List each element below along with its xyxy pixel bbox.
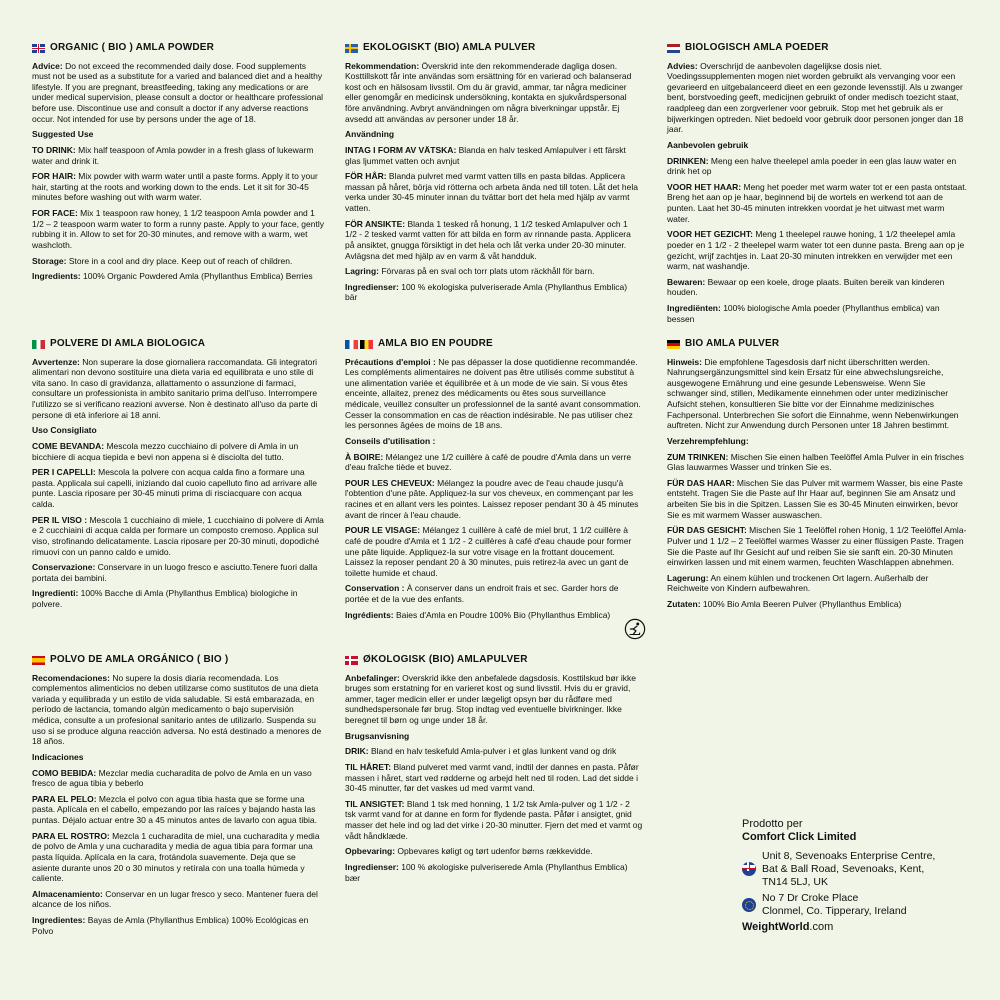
face-label: FÜR DAS GESICHT:: [667, 525, 747, 536]
advice-label: Advies:: [667, 60, 698, 71]
advice-text: Do not exceed the recommended daily dose. Food supplements must not be used as a substitute for a varied and balanced diet and a healthy lifestyle. If you are pregnant, breastfeeding, taking any medications or are under medical supervision, please consult a doctor or healthcare professional before use. Discontinue use and consult a doctor if any adverse reactions occur. Not intended for use by persons under the age of 18.: [32, 60, 324, 124]
face-text: Mix 1 teaspoon raw honey, 1 1/2 teaspoon Amla powder and 1 1/2 – 2 teaspoon warm water to form a runny paste. Apply to your face, gently rubbing it in. Allow to set for 20-30 minutes, and remove with a warm, wet washcloth.: [32, 208, 324, 250]
advice-label: Précautions d'emploi :: [345, 356, 436, 367]
advice-text: Överskrid inte den rekommenderade dagliga dosen. Kosttillskott får inte användas som ersättning för en varierad och balanserad kost och en hälsosam livsstil. Om du är gravid, ammar, tar några mediciner eller genomgår en medicinsk undersökning, kontakta en sjukvårdspersonal före användning. Avbryt användningen om några biverkningar uppstår. Ej avsedd att användas av personer under 18 år.: [345, 60, 632, 124]
storage: [32, 889, 324, 910]
face: [345, 219, 640, 262]
storage: [32, 562, 324, 583]
storage-label: Conservation :: [345, 583, 405, 594]
storage-text: Conservare in un luogo fresco e asciutto.Tenere fuori dalla portata dei bambini.: [32, 562, 318, 583]
section-title-da: [345, 654, 643, 667]
face: [667, 525, 967, 568]
hair-text: Mezcla el polvo con agua tibia hasta que se forme una pasta. Aplícala en el cabello, empezando por las raíces y bajando hasta las puntas. Déjalo actuar entre 30 a 45 minutos antes de lavarlo con agua tibia.: [32, 793, 317, 825]
title-text: ORGANIC ( BIO ) AMLA POWDER: [50, 42, 215, 53]
use-heading: Verzehrempfehlung:: [667, 435, 749, 446]
address-line: Bat & Ball Road, Sevenoaks, Kent,: [762, 862, 925, 875]
face-text: Mezcla 1 cucharadita de miel, una cucharadita y media de polvo de Amla y una cucharadita y media de agua tibia para formar una pasta líquida. Aplícala en la cara, frotándola suavemente. Deja que se asiente durante unos 20 o 30 minutos y retírala con una toalla húmeda y caliente.: [32, 830, 320, 884]
advice-text: Overskrid ikke den anbefalede dagsdosis. Kosttilskud bør ikke bruges som erstatning for en varieret kost og sund livsstil. Hvis du er gravid, ammer, tager medicin eller er under lægeligt opsyn bør du rådføre med sundhedspersonale før brug. Stop indtag ved eventuelle bivirkninger. Ikke beregnet til børn og unge under 18 år.: [345, 672, 637, 725]
use-heading: Uso Consigliato: [32, 425, 97, 436]
face-label: VOOR HET GEZICHT:: [667, 229, 753, 240]
advice: [667, 61, 967, 135]
use-heading: Suggested Use: [32, 129, 94, 140]
advice: [345, 357, 643, 431]
ingredients-text: 100% Organic Powdered Amla (Phyllanthus Emblica) Berries: [80, 271, 313, 282]
face-label: TIL ANSIGTET:: [345, 798, 405, 809]
section-title-es: [32, 654, 324, 667]
drink-label: À BOIRE:: [345, 451, 384, 462]
face: [32, 515, 324, 558]
section-title-nl: [667, 42, 967, 55]
section-it: [32, 338, 324, 615]
storage-text: Bewaar op een koele, droge plaats. Buiten bereik van kinderen houden.: [667, 276, 945, 298]
storage-label: Lagring:: [345, 266, 379, 277]
title-text: ØKOLOGISK (BIO) AMLAPULVER: [363, 654, 528, 665]
storage-text: Förvaras på en sval och torr plats utom räckhåll för barn.: [379, 266, 595, 277]
storage-text: À conserver dans un endroit frais et sec. Garder hors de portée et de la vue des enfants.: [345, 583, 619, 604]
storage: [667, 277, 967, 298]
eu-flag-icon: [742, 898, 756, 912]
advice: [345, 673, 643, 726]
address-line: TN14 5LJ, UK: [762, 875, 828, 888]
section-nl: [667, 42, 967, 329]
drink: [667, 452, 967, 473]
drink-label: COME BEVANDA:: [32, 440, 105, 451]
ingredients-label: Ingredienti:: [32, 588, 79, 599]
ingredients-text: 100% Bacche di Amla (Phyllanthus Emblica) biologiche in polvere.: [32, 588, 298, 609]
advice: [667, 357, 967, 431]
eu-address: [742, 892, 935, 917]
face-text: Meng 1 theelepel rauwe honing, 1 1/2 theelepel amla poeder en 1 1/2 - 2 theelepel warm water tot een dunne pasta. Breng aan op je gezicht, wrijf zachtjes in. Laat 20-30 minuten intrekken en verwijder met een warm, nat washandje.: [667, 229, 965, 272]
hair-label: FÜR DAS HAAR:: [667, 477, 735, 488]
hair-text: Mélangez la poudre avec de l'eau chaude jusqu'à l'obtention d'une pâte. Appliquez-la sur vos cheveux, en commençant par les racines et en allant vers les pointes. Laissez reposer pendant 30 à 45 minutes avant de rincer à l'eau chaude.: [345, 477, 639, 520]
website-domain: .com: [809, 921, 834, 934]
advice-label: Avvertenze:: [32, 356, 80, 367]
section-da: [345, 654, 643, 888]
face-label: FOR FACE:: [32, 208, 78, 218]
storage-label: Conservazione:: [32, 562, 96, 573]
address-line: Unit 8, Sevenoaks Enterprise Centre,: [762, 850, 936, 863]
uk-flag-icon: [32, 44, 45, 53]
advice-text: No supere la dosis diaria recomendada. Los complementos alimenticios no deben utilizarse como sustitutos de una dieta variada y equilibrada y un estilo de vida saludable. Si está embarazada, en período de lactancia, tomando algún medicamento o bajo supervisión médica, consulte a un profesional sanitario antes de utilizarlo. Suspenda su uso si se produce alguna reacción adversa. No está destinado a menores de 18 años.: [32, 672, 322, 747]
storage-text: Conservar en un lugar fresco y seco. Mantener fuera del alcance de los niños.: [32, 888, 318, 910]
title-text: POLVERE DI AMLA BIOLOGICA: [50, 338, 206, 349]
face-label: PER IL VISO :: [32, 514, 88, 525]
ingredients: [345, 610, 643, 621]
website-brand: WeightWorld: [742, 921, 810, 934]
section-en: [32, 42, 324, 287]
drink: [32, 768, 324, 789]
italy-flag-icon: [32, 340, 45, 349]
netherlands-flag-icon: [667, 44, 680, 53]
hair-text: Meng het poeder met warm water tot er een pasta ontstaat. Breng het aan op je haar, beginnend bij de wortels en werkend tot aan de punten. Laat het 30-45 minuten intrekken voordat je het uitwast met warm water.: [667, 181, 967, 224]
address-line: Clonmel, Co. Tipperary, Ireland: [762, 904, 907, 917]
hair: [32, 467, 324, 510]
use-heading: Conseils d'utilisation :: [345, 435, 436, 446]
hair-label: FÖR HÅR:: [345, 171, 387, 182]
storage-label: Bewaren:: [667, 276, 706, 287]
section-de: [667, 338, 967, 615]
hair-text: Mischen Sie das Pulver mit warmem Wasser, bis eine Paste entsteht. Tragen Sie die Paste auf Ihr Haar auf, beginnen Sie am Ansatz und arbeiten Sie bis in die Spitzen. Lassen Sie es 30-45 Minuten einwirken, bevor Sie es mit warmem Wasser auswaschen.: [667, 477, 963, 520]
ingredients-text: 100% Bio Amla Beeren Pulver (Phyllanthus Emblica): [700, 599, 902, 609]
ingredients-label: Ingredients:: [32, 271, 81, 282]
drink-text: Mélangez une 1/2 cuillère à café de poudre d'Amla dans un verre d'eau fraîche tiède et buvez.: [345, 451, 632, 473]
storage-text: Store in a cool and dry place. Keep out of reach of children.: [66, 255, 293, 266]
use-heading: Brugsanvisning: [345, 730, 410, 741]
title-text: AMLA BIO EN POUDRE: [378, 338, 493, 349]
title-text: BIOLOGISCH AMLA POEDER: [685, 42, 829, 53]
ingredients: [32, 271, 324, 282]
advice-text: Die empfohlene Tagesdosis darf nicht überschritten werden. Nahrungsergänzungsmittel sind kein Ersatz für eine abwechslungsreiche, ausgewogene Ernährung und eine gesunde Lebensweise. Wenn Sie schwanger sind, stillen, Medikamente einnehmen oder unter medizinischer Aufsicht stehen, konsultieren Sie bitte vor der Einnahme medizinisches Fachpersonal. Unterbrechen Sie sofort die Einnahme, wenn Nebenwirkungen auftreten. Nicht zur Anwendung durch Personen unter 18 Jahren bestimmt.: [667, 356, 959, 431]
drink-text: Bland en halv teskefuld Amla-pulver i et glas lunkent vand og drik: [368, 746, 617, 757]
storage: [345, 583, 643, 604]
storage-label: Almacenamiento:: [32, 888, 103, 899]
hair-label: PARA EL PELO:: [32, 793, 97, 804]
hair: [32, 171, 324, 203]
face-label: FÖR ANSIKTE:: [345, 218, 406, 229]
drink-label: DRIK:: [345, 746, 369, 757]
drink-text: Mix half teaspoon of Amla powder in a fresh glass of lukewarm water and drink it.: [32, 144, 314, 166]
ingredients-label: Ingrédients:: [345, 609, 394, 620]
belgium-flag-icon: [360, 340, 373, 349]
uk-flag-icon: [742, 862, 756, 876]
use-heading: Användning: [345, 129, 395, 140]
ingredients-text: 100 % økologiske pulveriserede Amla (Phyllanthus Emblica) bær: [345, 861, 628, 883]
face: [667, 229, 967, 272]
advice-text: Ne pas dépasser la dose quotidienne recommandée. Les compléments alimentaires ne doivent pas être utilisés comme substitut à une alimentation variée et équilibrée et à un mode de vie sain. Si vous êtes enceinte, allaitez, prenez des médicaments ou êtes sous surveillance médicale, veuillez consulter un professionnel de la santé avant consommation. Cesser la consommation en cas de réaction indésirable. Ne pas utiliser chez les personnes âgées de moins de 18 ans.: [345, 356, 641, 431]
face-text: Mescola 1 cucchiaino di miele, 1 cucchiaino di polvere di Amla e 2 cucchiaini di acqua calda per formare un composto cremoso. Applica sul viso, strofinando delicatamente. Lascia riposare per 20-30 minuti, dopodiché rimuovi con un panno caldo e umido.: [32, 514, 324, 557]
storage-text: Opbevares køligt og tørt udenfor børns rækkevidde.: [395, 846, 593, 857]
ingredients-label: Ingredientes:: [32, 915, 86, 925]
face-text: Bland 1 tsk med honning, 1 1/2 tsk Amla-pulver og 1 1/2 - 2 tsk varmt vand for at danne en form for flydende pasta. Påfør i ansigtet, gnid masser det hele ind og lad det virke i 20-30 minutter. Fjern det med et varmt og vådt håndklæde.: [345, 798, 643, 841]
advice-label: Advice:: [32, 60, 63, 71]
advice-text: Non superare la dose giornaliera raccomandata. Gli integratori alimentari non devono sostituire una dieta varia ed equilibrata e uno stile di vita sano. In caso di gravidanza, allattamento o assunzione di farmaci, consultare un professionista in ambito sanitario prima dell'uso. Interrompere l'utilizzo se si verificano reazioni avverse. Non è destinato all'uso da parte di persone di età inferiore ai 18 anni.: [32, 356, 318, 420]
face-label: POUR LE VISAGE:: [345, 525, 421, 536]
advice: [345, 61, 640, 125]
germany-flag-icon: [667, 340, 680, 349]
drink-text: Meng een halve theelepel amla poeder in een glas lauw water en drink het op: [667, 155, 957, 177]
drink-text: Mezclar media cucharadita de polvo de Amla en un vaso fresco de agua tibia y beberlo: [32, 767, 312, 789]
face: [32, 208, 324, 251]
hair-label: VOOR HET HAAR:: [667, 181, 742, 192]
advice-label: Anbefalinger:: [345, 672, 400, 683]
hair: [32, 794, 324, 826]
hair-label: POUR LES CHEVEUX:: [345, 477, 435, 488]
drink-text: Mescola mezzo cucchiaino di polvere di Amla in un bicchiere di acqua tiepida e bevi non appena si è disciolta del tutto.: [32, 440, 299, 462]
recycle-icon: [624, 618, 646, 640]
denmark-flag-icon: [345, 656, 358, 665]
ingredients: [345, 862, 643, 883]
drink-label: DRINKEN:: [667, 155, 709, 166]
drink-label: TO DRINK:: [32, 144, 76, 155]
hair: [345, 171, 640, 214]
ingredients-label: Ingrediënten:: [667, 303, 721, 313]
storage-text: An einem kühlen und trockenen Ort lagern. Außerhalb der Reichweite von Kindern aufbewahren.: [667, 572, 929, 594]
face-text: Mélangez 1 cuillère à café de miel brut, 1 1/2 cuillère à café de poudre d'Amla et 1 1/2 - 2 cuillères à café d'eau chaude pour former une pâte liquide. Appliquez-la sur votre visage en la frottant doucement. Laissez la reposer pendant 20 à 30 minutes, puis retirez-la avec un gant de toilette humide et chaud.: [345, 525, 632, 578]
advice: [32, 673, 324, 747]
drink-label: ZUM TRINKEN:: [667, 451, 729, 462]
face-text: Blanda 1 tesked rå honung, 1 1/2 tesked Amlapulver och 1 1/2 - 2 tesked varmt vatten för att bilda en form av rinnande pasta. Applicera på ansiktet, gnugga försiktigt in det hela och låt verka under 20-30 minuter. Avlägsna det med hjälp av en varm & våt handduk.: [345, 218, 631, 261]
section-title-it: [32, 338, 324, 351]
drink: [32, 441, 324, 462]
storage: [345, 266, 640, 277]
title-text: EKOLOGISKT (BIO) AMLA PULVER: [363, 42, 536, 53]
hair-label: FOR HAIR:: [32, 171, 76, 182]
spain-flag-icon: [32, 656, 45, 665]
drink: [345, 452, 643, 473]
title-text: BIO AMLA PULVER: [685, 338, 780, 349]
hair: [667, 182, 967, 225]
storage-label: Opbevaring:: [345, 846, 396, 857]
hair-text: Mix powder with warm water until a paste forms. Apply it to your hair, starting at the roots and working down to the ends. Let it sit for 30-45 minutes before washing out with warm water.: [32, 171, 318, 203]
section-title-fr: [345, 338, 643, 351]
title-text: POLVO DE AMLA ORGÁNICO ( BIO ): [50, 654, 229, 665]
ingredients-text: 100 % ekologiska pulveriserade Amla (Phyllanthus Emblica) bär: [345, 281, 628, 303]
hair-text: Bland pulveret med varmt vand, indtil der dannes en pasta. Påfør massen i håret, start ved rødderne og arbejd helt ned til roden. Lad det sidde i 30-45 minutter, før det vaskes ud med varmt vand.: [345, 761, 639, 794]
france-flag-icon: [345, 340, 358, 349]
face: [32, 831, 324, 884]
section-title-de: [667, 338, 967, 351]
drink: [345, 746, 643, 757]
ingredients: [345, 282, 640, 303]
hair: [345, 478, 643, 521]
drink-label: COMO BEBIDA:: [32, 767, 97, 778]
drink-text: Mischen Sie einen halben Teelöffel Amla Pulver in ein frisches Glas lauwarmes Wasser und trinken Sie es.: [667, 451, 964, 473]
ingredients-text: Baies d'Amla en Poudre 100% Bio (Phyllanthus Emblica): [393, 609, 611, 620]
ingredients: [32, 915, 324, 936]
storage: [345, 846, 643, 857]
ingredients-text: 100% biologische Amla poeder (Phyllanthus emblica) van bessen: [667, 303, 940, 324]
ingredients-label: Ingredienser:: [345, 861, 399, 872]
advice-label: Rekommendation:: [345, 60, 420, 71]
ingredients-text: Bayas de Amla (Phyllanthus Emblica) 100% Ecológicas en Polvo: [32, 915, 309, 936]
ingredients-label: Ingredienser:: [345, 281, 399, 292]
hair-text: Mescola la polvere con acqua calda fino a formare una pasta. Applicala sui capelli, iniziando dal cuoio capelluto fino ad arrivare alle punte. Lascia riposare per 30-45 minuti prima di risciacquare con acqua calda.: [32, 467, 317, 509]
section-title-en: [32, 42, 324, 55]
section-sv: [345, 42, 640, 308]
hair-label: TIL HÅRET:: [345, 761, 392, 772]
advice-label: Recomendaciones:: [32, 672, 110, 683]
advice: [32, 357, 324, 421]
face-label: PARA EL ROSTRO:: [32, 830, 110, 841]
ingredients: [667, 599, 967, 610]
address-line: No 7 Dr Croke Place: [762, 892, 859, 905]
company-name: Comfort Click Limited: [742, 831, 857, 844]
ingredients-label: Zutaten:: [667, 599, 701, 609]
hair-text: Blanda pulvret med varmt vatten tills en pasta bildas. Applicera massan på håret, börja vid rötterna och arbeta ända ned till toten. Låt det hela verka under 30-45 minuter innan du tvättar bort det hela med hjälp av varmt vatten.: [345, 171, 638, 213]
drink-text: Blanda en halv tesked Amlapulver i ett färskt glas ljummet vatten och avnjut: [345, 144, 626, 166]
face-text: Mischen Sie 1 Teelöffel rohen Honig, 1 1/2 Teelöffel Amla-Pulver und 1 1/2 – 2 Teelöffel warmes Wasser zu einer flüssigen Paste. Tragen Sie die Paste auf Ihr Gesicht auf und reiben Sie sie sanft ein. 20-30 Minuten einwirken lassen und mit einem warmen, feuchten Waschlappen abnehmen.: [667, 525, 967, 568]
advice: [32, 61, 324, 125]
drink: [32, 145, 324, 166]
drink: [345, 145, 640, 166]
face: [345, 799, 643, 842]
advice-text: Overschrijd de aanbevolen dagelijkse dosis niet. Voedingssupplementen mogen niet worden gebruikt als vervanging voor een gevarieerd en uitgebalanceerd dieet en een gezonde levensstijl. Als u zwanger bent, borstvoeding geeft, medicijnen gebruikt of onder medisch toezicht staat, raadpleeg dan een zorgverlener voor gebruik. Stop met het gebruik als er bijwerkingen optreden. Niet bedoeld voor gebruik door personen jonger dan 18 jaar.: [667, 60, 964, 135]
face: [345, 525, 643, 578]
producer-info: [742, 818, 935, 935]
storage: [667, 573, 967, 594]
hair: [345, 762, 643, 794]
use-heading: Indicaciones: [32, 751, 84, 762]
uk-address-lines: [762, 850, 935, 888]
ingredients: [32, 588, 324, 609]
sweden-flag-icon: [345, 44, 358, 53]
drink-label: INTAG I FORM AV VÄTSKA:: [345, 144, 457, 155]
eu-address-lines: [762, 892, 907, 917]
section-es: [32, 654, 324, 941]
use-heading: Aanbevolen gebruik: [667, 139, 749, 150]
advice-label: Hinweis:: [667, 356, 702, 367]
hair: [667, 478, 967, 521]
website: [742, 921, 935, 934]
section-title-sv: [345, 42, 640, 55]
hair-label: PER I CAPELLI:: [32, 467, 96, 478]
storage-label: Lagerung:: [667, 572, 709, 583]
section-fr: [345, 338, 643, 625]
drink: [667, 156, 967, 177]
produced-for-label: Prodotto per: [742, 818, 803, 830]
storage-label: Storage:: [32, 255, 67, 266]
ingredients: [667, 303, 967, 324]
uk-address: [742, 850, 935, 888]
storage: [32, 256, 324, 267]
